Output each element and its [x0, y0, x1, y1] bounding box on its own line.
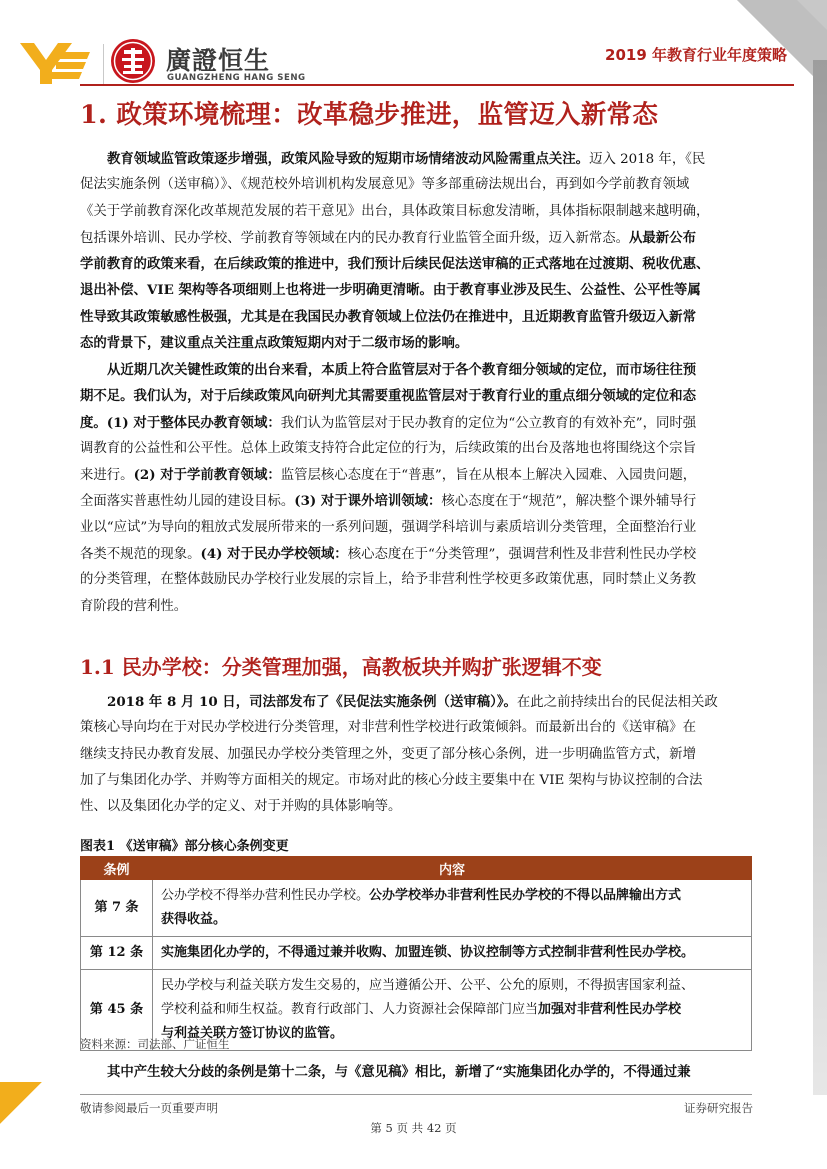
- text-line: [80, 357, 752, 383]
- fold-corner-decoration: [0, 1082, 42, 1124]
- paragraph: [80, 357, 752, 620]
- text-run: 迈入 2018 年，《民: [589, 152, 706, 167]
- bold-text: 性导致其政策敏感性极强，尤其是在我国民办教育领域上位法仍在推进中，且近期教育监管升级迈入新常: [80, 308, 696, 325]
- bold-text: (3) 对于课外培训领域：: [294, 493, 442, 510]
- text-run: 全面落实普惠性幼儿园的建设目标。: [80, 494, 295, 510]
- table-header-content: 内容: [153, 857, 752, 880]
- footer-divider: [80, 1094, 752, 1095]
- table-row: [81, 880, 752, 937]
- table-header-article: 条例: [81, 857, 153, 880]
- text-run: 来进行。: [80, 468, 134, 484]
- bold-text: 2018 年 8 月 10 日，司法部发布了《民促法实施条例（送审稿）》。: [107, 694, 517, 710]
- text-line: [80, 251, 752, 277]
- text-line: [80, 436, 752, 462]
- bold-text: 期不足。我们认为，对于后续政策风向研判尤其需要重视监管层对于教育行业的重点细分领域的定位和态: [80, 388, 696, 405]
- paragraph: [80, 689, 752, 820]
- table-row: [81, 937, 752, 970]
- text-line: [80, 199, 752, 225]
- article-cell: 第 7 条: [81, 880, 153, 937]
- bold-text: 退出补偿、VIE 架构等各项细则上也将进一步明确更清晰。由于教育事业涉及民生、公益性、公平性等属: [80, 282, 701, 299]
- table-header-row: [81, 857, 752, 880]
- text-line: [80, 1059, 752, 1085]
- text-run: 各类不规范的现象。: [80, 547, 201, 563]
- text-line: [80, 277, 752, 303]
- footer-disclaimer: 敬请参阅最后一页重要声明: [80, 1101, 218, 1115]
- page-number: 第 5 页 共 42 页: [370, 1121, 457, 1135]
- seal-logo-icon: [110, 38, 156, 84]
- cell-line: [161, 941, 743, 965]
- source-note: 资料来源：司法部、广证恒生: [80, 1037, 230, 1051]
- bold-text: 其中产生较大分歧的条例是第十二条，与《意见稿》相比，新增了“实施集团化办学的，不得通过兼: [107, 1064, 691, 1080]
- text-run: 核心态度在于“规范”，解决整个课外辅导行: [441, 494, 697, 510]
- text-run: 育阶段的营利性。: [80, 598, 188, 614]
- content-cell: [153, 880, 752, 937]
- text-run: 核心态度在于“分类管理”，强调营利性及非营利性民办学校: [347, 547, 697, 563]
- section-heading: 1. 政策环境梳理：改革稳步推进，监管迈入新常态: [80, 100, 659, 130]
- bold-text: 加强对非营利性民办学校: [538, 1002, 682, 1017]
- text-run: 监管层核心态度在于“普惠”，旨在从根本上解决入园难、入园贵问题，: [280, 468, 697, 484]
- bold-text: 获得收益。: [161, 912, 227, 927]
- text-line: [80, 383, 752, 409]
- text-run: 性、以及集团化办学的定义、对于并购的具体影响等。: [80, 799, 402, 815]
- paragraph: [80, 1059, 752, 1085]
- text-line: [80, 225, 752, 251]
- text-line: [80, 541, 752, 567]
- bold-text: 从最新公布: [629, 229, 696, 246]
- subsection-heading: 1.1 民办学校：分类管理加强，高教板块并购扩张逻辑不变: [80, 655, 602, 679]
- bold-text: 与利益关联方签订协议的监管。: [161, 1026, 344, 1041]
- bold-text: 实施集团化办学的，不得通过兼并收购、加盟连锁、协议控制等方式控制非营利性民办学校。: [161, 945, 695, 960]
- ye-logo-icon: [20, 40, 90, 86]
- brand-name-cn: 廣證恒生: [166, 46, 271, 75]
- report-title: 2019 年教育行业年度策略: [605, 46, 787, 64]
- text-line: [80, 304, 752, 330]
- brand-name-en: GUANGZHENG HANG SENG: [167, 73, 306, 83]
- text-run: 民办学校与利益关联方发生交易的，应当遵循公开、公平、公允的原则，不得损害国家利益、: [161, 978, 695, 993]
- bold-text: 教育领域监管政策逐步增强，政策风险导致的短期市场情绪波动风险需重点关注。: [107, 151, 590, 167]
- text-run: 《关于学前教育深化改革规范发展的若干意见》出台，具体政策目标愈发清晰，具体指标限制越来越明确，: [80, 203, 710, 219]
- text-line: [80, 768, 752, 794]
- text-run: 的分类管理，在整体鼓励民办学校行业发展的宗旨上，给予非营利性学校更多政策优惠，同时禁止义务教: [80, 572, 696, 588]
- text-run: 在此之前持续出台的民促法相关政: [516, 695, 718, 710]
- content-cell: [153, 937, 752, 970]
- text-line: [80, 146, 752, 172]
- text-line: [80, 515, 752, 541]
- header-divider: [80, 84, 794, 86]
- bold-text: (2) 对于学前教育领域：: [133, 467, 281, 484]
- text-line: [80, 594, 752, 620]
- text-line: [80, 488, 752, 514]
- bold-text: 态的背景下，建议重点关注重点政策短期内对于二级市场的影响。: [80, 335, 469, 352]
- figure-title: 图表1 《送审稿》部分核心条例变更: [80, 839, 289, 854]
- text-run: 促法实施条例（送审稿）》、《规范校外培训机构发展意见》等多部重磅法规出台，再到如今学前教育领域: [80, 177, 690, 193]
- content-cell: [153, 970, 752, 1051]
- text-line: [80, 794, 752, 820]
- article-cell: 第 12 条: [81, 937, 153, 970]
- text-run: 包括课外培训、民办学校、学前教育等领域在内的民办教育行业监管全面升级，迈入新常态。: [80, 230, 630, 246]
- text-run: 我们认为监管层对于民办教育的定位为“公立教育的有效补充”，同时强: [280, 415, 697, 431]
- text-run: 业以“应试”为导向的粗放式发展所带来的一系列问题，强调学科培训与素质培训分类管理，全面整治行业: [80, 519, 697, 535]
- bold-text: (4) 对于民办学校领域：: [200, 546, 348, 563]
- bold-text: 学前教育的政策来看，在后续政策的推进中，我们预计后续民促法送审稿的正式落地在过渡期、税收优惠、: [80, 256, 710, 273]
- cell-line: [161, 884, 743, 908]
- bold-text: 度。(1) 对于整体民办教育领域：: [80, 414, 281, 431]
- bold-text: 从近期几次关键性政策的出台来看，本质上符合监管层对于各个教育细分领域的定位，而市场往往预: [107, 362, 697, 378]
- cell-line: [161, 1022, 743, 1046]
- cell-line: [161, 998, 743, 1022]
- text-line: [80, 689, 752, 715]
- text-line: [80, 410, 752, 436]
- logo-separator: [103, 44, 104, 86]
- text-line: [80, 172, 752, 198]
- text-line: [80, 742, 752, 768]
- text-line: [80, 462, 752, 488]
- text-run: 继续支持民办教育发展、加强民办学校分类管理之外，变更了部分核心条例，进一步明确监管方式，新增: [80, 746, 696, 762]
- text-run: 公办学校不得举办营利性民办学校。: [161, 888, 370, 903]
- cell-line: [161, 908, 743, 932]
- article-cell: 第 45 条: [81, 970, 153, 1051]
- cell-line: [161, 974, 743, 998]
- text-run: 策核心导向均在于对民办学校进行分类管理，对非营利性学校进行政策倾斜。而最新出台的《送审稿》在: [80, 720, 696, 736]
- text-line: [80, 715, 752, 741]
- text-line: [80, 567, 752, 593]
- side-bar-decoration: [813, 60, 827, 1095]
- paragraph: [80, 146, 752, 356]
- text-line: [80, 330, 752, 356]
- text-run: 调教育的公益性和公平性。总体上政策支持符合此定位的行为，后续政策的出台及落地也将围绕这个宗旨: [80, 440, 696, 456]
- bold-text: 公办学校举办非营利性民办学校的不得以品牌输出方式: [369, 888, 682, 903]
- text-run: 加了与集团化办学、并购等方面相关的规定。市场对此的核心分歧主要集中在 VIE 架构与协议控制的合法: [80, 772, 703, 788]
- text-run: 学校利益和师生权益。教育行政部门、人力资源社会保障部门应当: [161, 1002, 539, 1017]
- footer-report-type: 证券研究报告: [684, 1101, 753, 1115]
- articles-table: [80, 856, 752, 1051]
